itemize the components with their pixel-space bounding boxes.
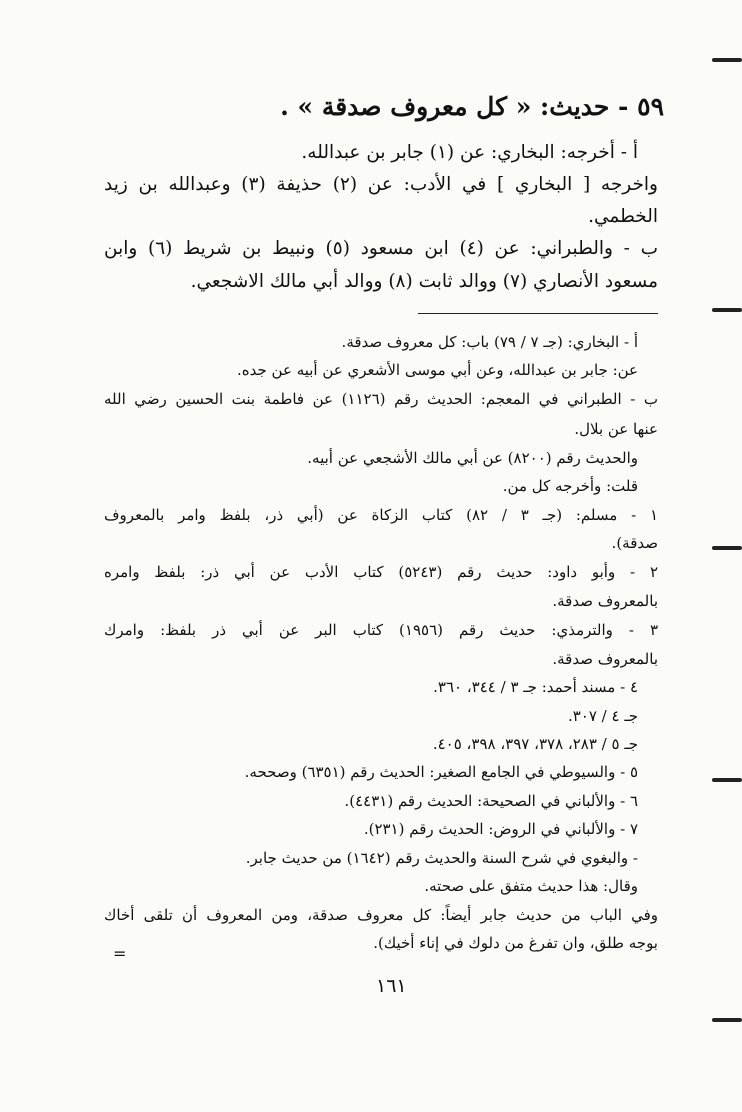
continuation-mark: = xyxy=(113,944,127,963)
main-line-4: ب - والطبراني: عن (٤) ابن مسعود (٥) ونبيط بن شريط (٦) وابن xyxy=(104,238,658,259)
main-line-3: الخطمي. xyxy=(588,206,658,227)
footnote-line-14: جـ ٤ / ٣٠٧. xyxy=(567,707,638,725)
page-edge-mark xyxy=(712,1018,742,1022)
page-edge-mark xyxy=(712,778,742,782)
footnote-line-6: قلت: وأخرجه كل من. xyxy=(502,477,638,495)
footnote-line-13: ٤ - مسند أحمد: جـ ٣ / ٣٤٤، ٣٦٠. xyxy=(433,678,638,696)
footnote-line-1: أ - البخاري: (جـ ٧ / ٧٩) باب: كل معروف صدقة. xyxy=(341,333,638,351)
footnote-separator xyxy=(418,313,658,314)
hadith-title: ٥٩ - حديث: « كل معروف صدقة » . xyxy=(280,92,664,121)
main-line-1: أ - أخرجه: البخاري: عن (١) جابر بن عبدالله. xyxy=(301,142,638,163)
page-edge-mark xyxy=(712,58,742,62)
footnote-line-3: ب - الطبراني في المعجم: الحديث رقم (١١٢٦) عن فاطمة بنت الحسين رضي الله xyxy=(104,390,658,408)
footnote-line-9: ٢ - وأبو داود: حديث رقم (٥٢٤٣) كتاب الأدب عن أبي ذر: بلفظ وامره xyxy=(104,563,658,581)
footnote-line-8: صدقة). xyxy=(611,534,658,552)
footnote-line-17: ٦ - والألباني في الصحيحة: الحديث رقم (٤٤٣١). xyxy=(344,792,638,810)
page-edge-mark xyxy=(712,546,742,550)
footnote-line-11: ٣ - والترمذي: حديث رقم (١٩٥٦) كتاب البر عن أبي ذر بلفظ: وامرك xyxy=(104,621,658,639)
page-number: ١٦١ xyxy=(376,975,407,997)
footnote-line-15: جـ ٥ / ٢٨٣، ٣٧٨، ٣٩٧، ٣٩٨، ٤٠٥. xyxy=(432,735,638,753)
footnote-line-2: عن: جابر بن عبدالله، وعن أبي موسى الأشعري عن أبيه عن جده. xyxy=(237,361,638,379)
footnote-line-21: وفي الباب من حديث جابر أيضاً: كل معروف صدقة، ومن المعروف أن تلقى أخاك xyxy=(104,906,658,924)
page-edge-mark xyxy=(712,308,742,312)
footnote-line-22: بوجه طلق، وان تفرغ من دلوك في إناء أخيك). xyxy=(373,934,658,952)
footnote-line-18: ٧ - والألباني في الروض: الحديث رقم (٢٣١). xyxy=(363,820,638,838)
footnote-line-12: بالمعروف صدقة. xyxy=(552,650,658,668)
footnote-line-19: - والبغوي في شرح السنة والحديث رقم (١٦٤٢) من حديث جابر. xyxy=(245,849,638,867)
main-line-5: مسعود الأنصاري (٧) ووالد ثابت (٨) ووالد أبي مالك الاشجعي. xyxy=(190,271,658,292)
footnote-line-10: بالمعروف صدقة. xyxy=(552,592,658,610)
footnote-line-4: عنها عن بلال. xyxy=(574,420,658,438)
footnote-line-7: ١ - مسلم: (جـ ٣ / ٨٢) كتاب الزكاة عن (أبي ذر، بلفظ وامر بالمعروف xyxy=(104,506,658,524)
footnote-line-5: والحديث رقم (٨٢٠٠) عن أبي مالك الأشجعي عن أبيه. xyxy=(307,449,638,467)
footnote-line-20: وقال: هذا حديث متفق على صحته. xyxy=(424,877,638,895)
footnote-line-16: ٥ - والسيوطي في الجامع الصغير: الحديث رقم (٦٣٥١) وصححه. xyxy=(244,763,638,781)
main-line-2: واخرجه [ البخاري ] في الأدب: عن (٢) حذيفة (٣) وعبدالله بن زيد xyxy=(104,174,658,195)
